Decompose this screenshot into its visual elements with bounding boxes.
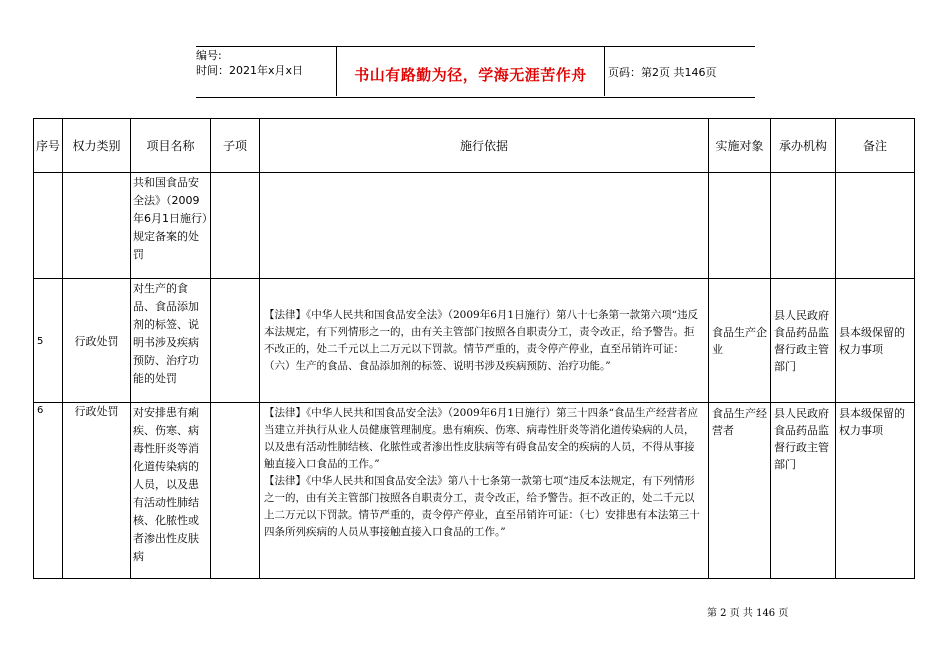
table-row <box>34 173 915 279</box>
page-footer: 第 2 页 共 146 页 <box>707 608 789 619</box>
col-header-target: 实施对象 <box>709 119 771 173</box>
table-row <box>34 279 915 403</box>
cell-remark: 县本级保留的权力事项 <box>836 279 915 403</box>
col-header-sub: 子项 <box>211 119 260 173</box>
cell-target: 食品生产企业 <box>709 279 771 403</box>
col-header-category: 权力类别 <box>63 119 131 173</box>
cell-sub <box>211 173 260 279</box>
cell-target: 食品生产经营者 <box>709 403 771 579</box>
basis-paragraph: 【法律】《中华人民共和国食品安全法》第八十七条第一款第七项“违反本法规定，有下列情形之一的，由有关主管部门按照各自职责分工，责令改正，给予警告。拒不改正的，处二千元以上二万元以下罚款。情节严重的，责令停产停业，直至吊销许可证：（七）安排患有本法第三十四条所列疾病的人员从事接触直接入口食品的工作。” <box>264 475 700 538</box>
cell-sub <box>211 279 260 403</box>
cell-sub <box>211 403 260 579</box>
cell-target <box>709 173 771 279</box>
time-label: 时间：2021年x月x日 <box>196 64 304 77</box>
cell-no <box>34 173 63 279</box>
cell-category: 行政处罚 <box>63 403 131 579</box>
header-divider <box>604 47 605 96</box>
table-row <box>34 403 915 579</box>
cell-basis <box>260 403 709 579</box>
cell-remark <box>836 173 915 279</box>
col-header-agency: 承办机构 <box>771 119 836 173</box>
col-header-no: 序号 <box>34 119 63 173</box>
cell-basis <box>260 173 709 279</box>
col-header-basis: 施行依据 <box>260 119 709 173</box>
header-motto: 书山有路勤为径，学海无涯苦作舟 <box>354 66 587 84</box>
cell-project: 共和国食品安全法》（2009年6月1日施行）规定备案的处罚 <box>131 173 211 279</box>
header-page-code: 页码：第2页 共146页 <box>608 66 717 79</box>
cell-no: 6 <box>34 403 63 579</box>
col-header-remark: 备注 <box>836 119 915 173</box>
cell-project: 对安排患有痢疾、伤寒、病毒性肝炎等消化道传染病的人员，以及患有活动性肺结核、化脓性或者渗出性皮肤病 <box>131 403 211 579</box>
cell-agency <box>771 173 836 279</box>
cell-project: 对生产的食品、食品添加剂的标签、说明书涉及疾病预防、治疗功能的处罚 <box>131 279 211 403</box>
table-header-row <box>34 119 915 173</box>
cell-no: 5 <box>34 279 63 403</box>
cell-basis <box>260 279 709 403</box>
cell-category: 行政处罚 <box>63 279 131 403</box>
basis-paragraph: 【法律】《中华人民共和国食品安全法》（2009年6月1日施行）第八十七条第一款第六项“违反本法规定，有下列情形之一的，由有关主管部门按照各自职责分工，责令改正，给予警告。拒不改正的，处二千元以上二万元以下罚款。情节严重的，责令停产停业，直至吊销许可证：（六）生产的食品、食品添加剂的标签、说明书涉及疾病预防、治疗功能。” <box>264 308 698 372</box>
col-header-project: 项目名称 <box>131 119 211 173</box>
cell-remark: 县本级保留的权力事项 <box>836 403 915 579</box>
power-list-table <box>33 118 915 579</box>
basis-paragraph: 【法律】《中华人民共和国食品安全法》（2009年6月1日施行）第三十四条“食品生产经营者应当建立并执行从业人员健康管理制度。患有痢疾、伤寒、病毒性肝炎等消化道传染病的人员，以及患有活动性肺结核、化脓性或者渗出性皮肤病等有碍食品安全的疾病的人员，不得从事接触直接入口食品的工作。” <box>264 407 698 470</box>
cell-agency: 县人民政府食品药品监督行政主管部门 <box>771 279 836 403</box>
cell-agency: 县人民政府食品药品监督行政主管部门 <box>771 403 836 579</box>
cell-category <box>63 173 131 279</box>
number-label: 编号: <box>196 49 222 62</box>
header-meta <box>196 48 336 78</box>
